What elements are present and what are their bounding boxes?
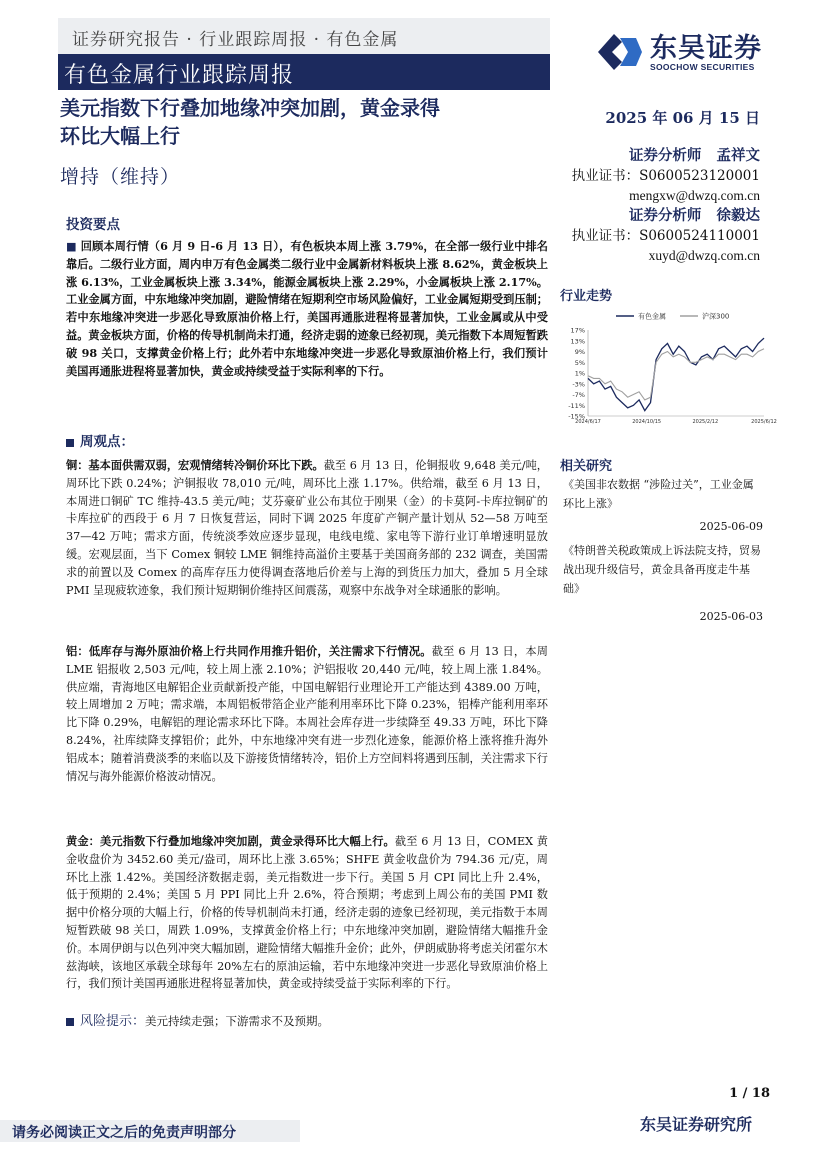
- report-title-line-1: 美元指数下行叠加地缘冲突加剧，黄金录得: [60, 96, 440, 120]
- aluminum-body: 截至 6 月 13 日，本周 LME 铝报收 2,503 元/吨，较上周上涨 2.10%；沪铝报收 20,440 元/吨，较上周上涨 1.84%。供应端，青海地区电解铝企业贡献新投产能，中国电解铝行业理论开工产能达到 4389.00 万吨，较上周增加 2 万吨；需求端，本周铝板带箔企业产能利用率环比下降 0.23%，铝棒产能利用率环比下降 0.29%，电解铝的理论需求环比下降。本周社会库存进一步续降至 49.33 万吨，环比下降 8.24%，社库续降支撑铝价；此外，中东地缘冲突有进一步烈化迹象，能源价格上涨将推升海外铝成本；随着消费淡季的来临以及下游接货情绪转冷，铝价上方空间料将遇到压制，关注需求下行情况与海外能源价格波动情况。: [66, 645, 548, 783]
- legend-label-2: 沪深300: [702, 312, 730, 321]
- y-tick-label: -15%: [568, 412, 585, 421]
- category-title: 有色金属行业跟踪周报: [64, 63, 295, 88]
- logo-en-text: SOOCHOW SECURITIES: [650, 62, 755, 72]
- y-tick-label: 9%: [574, 348, 585, 356]
- report-type-text: 证券研究报告 · 行业跟踪周报 · 有色金属: [72, 30, 399, 50]
- y-tick-label: 17%: [570, 326, 585, 335]
- report-title: [60, 94, 560, 150]
- aluminum-heading: 铝：低库存与海外原油价格上行共同作用推升铝价，关注需求下行情况。: [66, 644, 432, 658]
- bullet-square-icon: [66, 1018, 74, 1026]
- analyst-2: [560, 206, 760, 266]
- related-item-2[interactable]: 《特朗普关税政策成上诉法院支持，贸易战出现升级信号，黄金具备再度走牛基础》: [563, 544, 761, 595]
- soochow-logo: [594, 26, 774, 78]
- analyst-1-title: 证券分析师 孟祥文: [628, 147, 760, 164]
- series-line-1: [588, 338, 764, 411]
- related-item-1[interactable]: 《美国非农数据 “涉险过关”，工业金属环比上涨》: [563, 478, 754, 510]
- x-tick-label: 2024/10/15: [632, 419, 662, 425]
- y-tick-label: -7%: [572, 391, 585, 399]
- related-title: 相关研究: [560, 459, 613, 474]
- summary-heading: 投资要点: [66, 217, 120, 233]
- disclaimer-bar: [0, 1120, 300, 1142]
- analyst-2-title: 证券分析师 徐毅达: [628, 207, 760, 224]
- risk-note: [66, 1010, 329, 1029]
- category-bar: [58, 54, 550, 90]
- institute-name: 东吴证券研究所: [640, 1115, 753, 1134]
- copper-body: 截至 6 月 13 日，伦铜报收 9,648 美元/吨，周环比下跌 0.24%；沪铜报收 78,010 元/吨，周环比上涨 1.17%。供给端，截至 6 月 13 日，本周进口铜矿 TC 维持-43.5 美元/吨；艾芬豪矿业公布其位于刚果（金）的卡莫阿-卡库拉铜矿的卡库拉矿的西段于 6 月 7 日恢复营运，同时下调 2025 年度矿产铜产量计划从 52—58 万吨至 37—42 万吨；需求方面，传统淡季效应逐步显现，电线电缆、家电等下游行业订单增速明显放缓。宏观层面，当下 Comex 铜较 LME 铜维持高溢价主要基于美国商务部的 232 调查，美国需求的前置以及 Comex 的高库存压力使得调查落地后价差与上海的到货压力加大，叠加 5 月全球 PMI 呈现疲软迹象，我们预计短期铜价维持区间震荡，观察中东战争对全球通胀的影响。: [66, 459, 548, 597]
- summary-paragraph: [66, 238, 548, 380]
- trend-chart: [560, 306, 777, 425]
- analyst-2-license: 执业证书：S0600524110001: [571, 228, 760, 244]
- analyst-2-email: xuyd@dwzq.com.cn: [648, 248, 760, 263]
- x-tick-label: 2024/6/17: [575, 419, 601, 425]
- rating: 增持（维持）: [60, 166, 181, 188]
- weekly-heading: 周观点：: [66, 430, 134, 450]
- y-tick-label: 13%: [570, 337, 585, 346]
- gold-paragraph: [66, 833, 548, 993]
- related-item-2-date: 2025-06-03: [699, 610, 763, 623]
- analyst-1: [560, 146, 760, 206]
- x-tick-label: 2025/6/12: [751, 419, 777, 425]
- y-tick-label: -3%: [572, 380, 585, 389]
- logo-mark-icon: [594, 28, 646, 76]
- bullet-square-icon: [66, 439, 74, 447]
- logo-cn-text: 东吴证券: [650, 33, 762, 64]
- related-item-1-date: 2025-06-09: [699, 520, 763, 533]
- trend-chart-svg: [560, 306, 777, 425]
- report-title-line-2: 环比大幅上行: [60, 124, 180, 148]
- report-date: 2025 年 06 月 15 日: [605, 109, 760, 127]
- bullet-square-icon: ■: [66, 239, 77, 253]
- risk-label: 风险提示：: [80, 1014, 146, 1029]
- risk-text: 美元持续走强；下游需求不及预期。: [145, 1014, 330, 1028]
- legend-label-1: 有色金属: [638, 312, 666, 321]
- trend-title: 行业走势: [560, 289, 613, 304]
- report-type-tag: [58, 18, 550, 54]
- gold-heading: 黄金：美元指数下行叠加地缘冲突加剧，黄金录得环比大幅上行。: [66, 834, 395, 848]
- gold-body: 截至 6 月 13 日，COMEX 黄金收盘价为 3452.60 美元/盎司，周环比上涨 3.65%；SHFE 黄金收盘价为 794.36 元/克，周环比上涨 1.42%。美国经济数据走弱，美元指数进一步下行。美国 5 月 CPI 同比上升 2.4%，低于预期的 2.4%；美国 5 月 PPI 同比上升 2.6%，符合预期；考虑到上周公布的美国 PMI 数据中价格分项的大幅上行，价格的传导机制尚未打通，经济走弱的迹象已经初现，美元指数于本周短暂跌破 98 关口，周跌 1.09%，支撑黄金价格上行；中东地缘冲突加剧，避险情绪大幅推升金价。本周伊朗与以色列冲突大幅加剧，避险情绪大幅推升金价；此外，伊朗威胁将考虑关闭霍尔木兹海峡，该地区承载全球每年 20%左右的原油运输，若中东地缘冲突进一步恶化导致原油价格上行，我们预计美国再通胀进程将显著加快，黄金或持续受益于实际利率的下行。: [66, 835, 548, 991]
- summary-text: 回顾本周行情（6 月 9 日-6 月 13 日），有色板块本周上涨 3.79%，在全部一级行业中排名靠后。二级行业方面，周内申万有色金属类二级行业中金属新材料板块上涨 8.62%，黄金板块上涨 6.13%，工业金属板块上涨 3.34%，能源金属板块上涨 2.29%，小金属板块上涨 2.17%。工业金属方面，中东地缘冲突加剧，避险情绪在短期利空市场风险偏好，工业金属短期受到压制；若中东地缘冲突进一步恶化导致原油价格上行，美国再通胀进程将显著加快，工业金属或从中受益。黄金板块方面，价格的传导机制尚未打通，经济走弱的迹象已经初现，美元指数下本周短暂跌破 98 关口，支撑黄金价格上行；此外若中东地缘冲突进一步恶化导致原油价格上行，我们预计美国再通胀进程将显著加快，黄金或持续受益于实际利率的下行。: [66, 239, 548, 378]
- copper-heading: 铜：基本面供需双弱，宏观情绪转冷铜价环比下跌。: [66, 458, 324, 472]
- analyst-1-email: mengxw@dwzq.com.cn: [629, 188, 760, 203]
- disclaimer-text: 请务必阅读正文之后的免责声明部分: [12, 1125, 236, 1141]
- aluminum-paragraph: [66, 643, 548, 785]
- page-number: 1 / 18: [729, 1086, 770, 1101]
- analyst-1-license: 执业证书：S0600523120001: [571, 168, 760, 184]
- y-tick-label: -11%: [568, 401, 585, 410]
- y-tick-label: 5%: [574, 358, 585, 367]
- copper-paragraph: [66, 457, 548, 599]
- x-tick-label: 2025/2/12: [692, 419, 719, 425]
- y-tick-label: 1%: [574, 369, 585, 378]
